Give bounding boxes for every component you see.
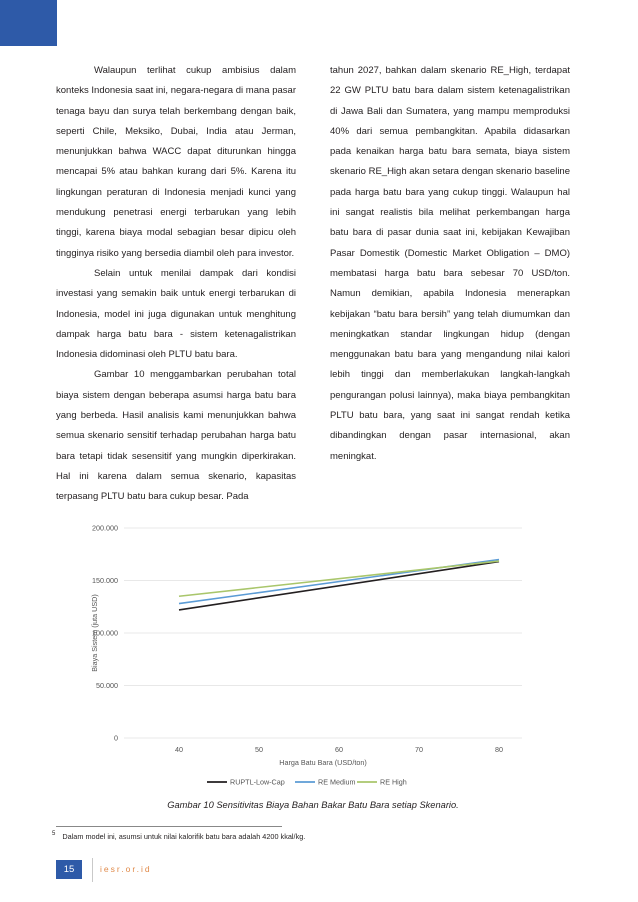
left-text-column: [56, 61, 296, 508]
paragraph: Walaupun terlihat cukup ambisius dalam konteks Indonesia saat ini, negara-negara di mana pasar tenaga bayu dan surya telah berkembang dengan baik, seperti Chile, Meksiko, Dubai, India atau Jerman, menunjukkan bahwa WACC dapat diturunkan hingga mencapai 5% atau bahkan kurang dari 5%. Karena itu lingkungan peraturan di Indonesia menjadi kunci yang mendukung penetrasi energi terbarukan yang lebih tinggi, karena biaya modal sebagian besar dipicu oleh tingginya risiko yang bersedia diambil oleh para investor.: [56, 65, 296, 259]
y-tick-label: 200.000: [92, 523, 118, 533]
x-tick-label: 60: [335, 745, 343, 754]
paragraph: Gambar 10 menggambarkan perubahan total biaya sistem dengan beberapa asumsi harga batu bara yang berbeda. Hasil analisis kami menunjukkan bahwa semua skenario sensitif terhadap perubahan harga batu bara tetapi tidak sesensitif yang mungkin diperkirakan. Hal ini karena dalam semua skenario, kapasitas terpasang PLTU batu bara cukup besar. Pada: [56, 369, 296, 503]
series-line: [179, 562, 499, 610]
y-axis-title: Biaya Sistem (juta USD): [90, 594, 99, 672]
y-tick-label: 0: [114, 733, 118, 743]
series-line: [179, 561, 499, 596]
footnote-rule: [56, 826, 282, 827]
y-tick-label: 150.000: [92, 576, 118, 585]
legend-label: RE High: [380, 777, 407, 787]
x-tick-label: 80: [495, 745, 503, 754]
footnote-mark: 5: [52, 831, 56, 837]
y-tick-label: 100.000: [92, 628, 118, 638]
legend-label: RE Medium: [318, 777, 356, 787]
legend-label: RUPTL-Low-Cap: [230, 777, 285, 787]
chart-svg: [82, 515, 532, 790]
right-text-column: [330, 61, 570, 467]
y-tick-label: 50.000: [96, 681, 118, 690]
corner-accent-block: [0, 0, 57, 46]
footnote-text: Dalam model ini, asumsi untuk nilai kalorifik batu bara adalah 4200 kkal/kg.: [62, 832, 306, 841]
paragraph: tahun 2027, bahkan dalam skenario RE_High, terdapat 22 GW PLTU batu bara dalam sistem ketenagalistrikan di Jawa Bali dan Sumatera, yang mampu memproduksi 40% dari semua pembangkitan. Apabila didasarkan pada kenaikan harga batu bara semata, biaya sistem skenario RE_High akan setara dengan skenario baseline pada harga batu bara yang cukup tinggi. Walaupun hal ini sangat realistis bila melihat perkembangan harga batu bara di pasar dunia saat ini, kebijakan Kewajiban Pasar Domestik (Domestic Market Obligation – DMO) membatasi harga batu bara sebesar 70 USD/ton. Namun demikian, apabila Indonesia menerapkan kebijakan “batu bara bersih” yang telah diumumkan dan meningkatkan standar lingkungan hidup (dengan menggunakan batu bara yang mengandung nilai kalori lebih tinggi dan memberlakukan langkah-langkah pengurangan polusi lainnya), maka biaya pembangkitan PLTU batu bara, yang saat ini sangat rendah ketika dibandingkan dengan pasar internasional, akan meningkat.: [330, 65, 570, 462]
paragraph: Selain untuk menilai dampak dari kondisi investasi yang semakin baik untuk energi terbarukan di Indonesia, model ini juga digunakan untuk menghitung dampak harga batu bara - sistem ketenagalistrikan Indonesia didominasi oleh PLTU batu bara.: [56, 267, 296, 361]
x-tick-label: 50: [255, 745, 263, 754]
footnote: [52, 832, 305, 841]
sensitivity-chart: [82, 515, 532, 790]
x-tick-label: 40: [175, 745, 183, 754]
website-label: iesr.or.id: [100, 864, 152, 874]
page-number: 15: [56, 860, 82, 879]
footer-divider: [92, 858, 93, 882]
figure-caption: Gambar 10 Sensitivitas Biaya Bahan Bakar Batu Bara setiap Skenario.: [167, 800, 459, 810]
x-tick-label: 70: [415, 745, 423, 754]
x-axis-title: Harga Batu Bara (USD/ton): [279, 758, 367, 767]
